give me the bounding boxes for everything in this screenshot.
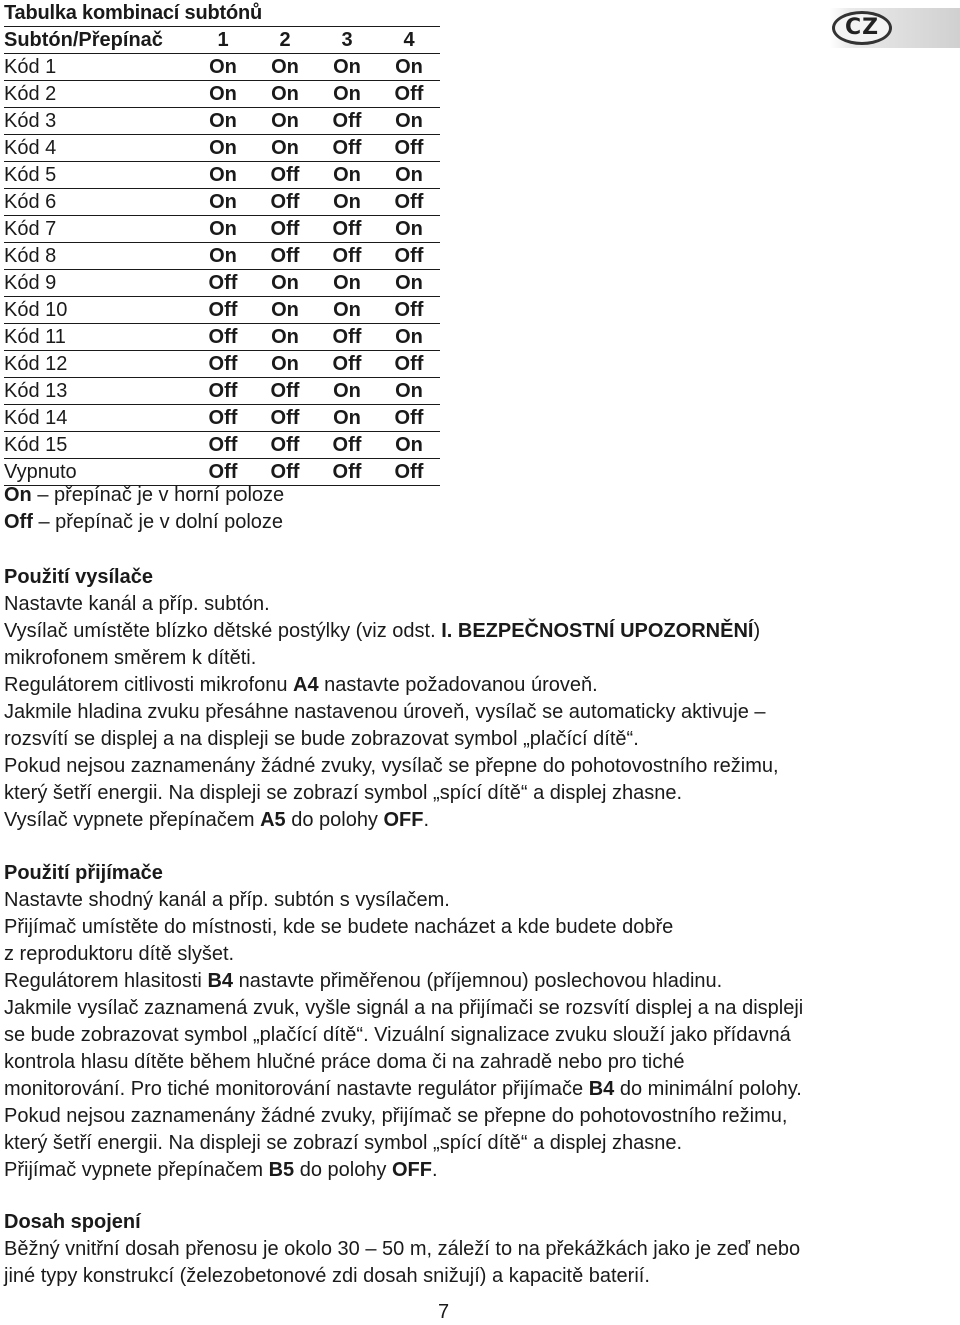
table-row	[4, 135, 440, 162]
paragraph-line: Jakmile hladina zvuku přesáhne nastavenou úroveň, vysílač se automaticky aktivuje –	[4, 701, 766, 723]
switch-state-cell: On	[192, 135, 254, 162]
switch-state-cell: On	[192, 54, 254, 81]
switch-state-cell: On	[192, 162, 254, 189]
switch-state-cell: On	[378, 378, 440, 405]
table-row	[4, 81, 440, 108]
switch-state-cell: Off	[316, 216, 378, 243]
switch-state-cell: Off	[192, 459, 254, 486]
receiver-section	[4, 860, 904, 1184]
switch-state-cell: On	[316, 378, 378, 405]
section-heading: Použití vysílače	[4, 566, 153, 588]
switch-state-cell: Off	[254, 378, 316, 405]
switch-state-cell: On	[254, 135, 316, 162]
switch-state-cell: On	[316, 54, 378, 81]
page-number: 7	[438, 1301, 450, 1323]
table-header-row	[4, 27, 440, 54]
switch-state-cell: Off	[316, 459, 378, 486]
switch-state-cell: Off	[316, 135, 378, 162]
switch-state-cell: Off	[316, 432, 378, 459]
paragraph-line: se bude zobrazovat symbol „plačící dítě“. Vizuální signalizace zvuku slouží jako přídavná	[4, 1024, 791, 1046]
switch-state-cell: Off	[378, 243, 440, 270]
table-row	[4, 432, 440, 459]
paragraph-line: Pokud nejsou zaznamenány žádné zvuky, vysílač se přepne do pohotovostního režimu,	[4, 755, 779, 777]
switch-state-cell: On	[378, 216, 440, 243]
switch-state-cell: On	[316, 162, 378, 189]
legend-off-key: Off	[4, 511, 33, 533]
switch-state-cell: On	[254, 324, 316, 351]
row-label: Kód 5	[4, 162, 192, 189]
switch-state-cell: Off	[254, 405, 316, 432]
switch-state-cell: Off	[378, 351, 440, 378]
switch-state-cell: On	[254, 351, 316, 378]
switch-state-cell: On	[192, 216, 254, 243]
row-label: Vypnuto	[4, 459, 192, 486]
table-row	[4, 297, 440, 324]
switch-state-cell: Off	[192, 297, 254, 324]
section-heading: Použití přijímače	[4, 862, 163, 884]
table-row	[4, 405, 440, 432]
switch-state-cell: On	[378, 270, 440, 297]
table-row	[4, 243, 440, 270]
paragraph-line: Nastavte shodný kanál a příp. subtón s vysílačem.	[4, 889, 450, 911]
table-row	[4, 270, 440, 297]
table-header-cell: 3	[316, 27, 378, 54]
paragraph-line: Nastavte kanál a příp. subtón.	[4, 593, 270, 615]
switch-state-cell: Off	[254, 243, 316, 270]
paragraph-line: Běžný vnitřní dosah přenosu je okolo 30 – 50 m, záleží to na překážkách jako je zeď nebo	[4, 1238, 801, 1260]
transmitter-section	[4, 564, 904, 834]
switch-state-cell: On	[316, 270, 378, 297]
paragraph-line: Vysílač umístěte blízko dětské postýlky (viz odst. I. BEZPEČNOSTNÍ UPOZORNĚNÍ)	[4, 620, 761, 642]
switch-state-cell: Off	[316, 324, 378, 351]
switch-state-cell: On	[378, 324, 440, 351]
subtone-table	[4, 26, 440, 486]
row-label: Kód 12	[4, 351, 192, 378]
paragraph-line: Vysílač vypnete přepínačem A5 do polohy OFF.	[4, 809, 430, 831]
paragraph-line: Pokud nejsou zaznamenány žádné zvuky, přijímač se přepne do pohotovostního režimu,	[4, 1105, 788, 1127]
switch-state-cell: Off	[378, 405, 440, 432]
paragraph-line: jiné typy konstrukcí (železobetonové zdi dosah snižují) a kapacitě baterií.	[4, 1265, 650, 1287]
legend-on-key: On	[4, 484, 32, 506]
switch-state-cell: On	[192, 243, 254, 270]
switch-state-cell: Off	[192, 351, 254, 378]
section-heading: Dosah spojení	[4, 1211, 141, 1233]
switch-state-cell: On	[316, 189, 378, 216]
table-row	[4, 351, 440, 378]
row-label: Kód 15	[4, 432, 192, 459]
table-title: Tabulka kombinací subtónů	[4, 2, 262, 24]
switch-state-cell: On	[378, 432, 440, 459]
switch-state-cell: On	[254, 270, 316, 297]
row-label: Kód 3	[4, 108, 192, 135]
paragraph-line: monitorování. Pro tiché monitorování nastavte regulátor přijímače B4 do minimální polohy.	[4, 1078, 802, 1100]
range-section	[4, 1209, 904, 1290]
switch-state-cell: Off	[316, 351, 378, 378]
table-header-cell: 1	[192, 27, 254, 54]
paragraph-line: rozsvítí se displej a na displeji se bude zobrazovat symbol „plačící dítě“.	[4, 728, 639, 750]
table-header-cell: Subtón/Přepínač	[4, 27, 192, 54]
row-label: Kód 8	[4, 243, 192, 270]
switch-state-cell: Off	[378, 135, 440, 162]
switch-state-cell: Off	[192, 405, 254, 432]
paragraph-line: Přijímač umístěte do místnosti, kde se budete nacházet a kde budete dobře	[4, 916, 674, 938]
switch-state-cell: On	[192, 108, 254, 135]
switch-state-cell: Off	[254, 162, 316, 189]
switch-state-cell: On	[254, 81, 316, 108]
switch-state-cell: Off	[192, 378, 254, 405]
row-label: Kód 9	[4, 270, 192, 297]
paragraph-line: Regulátorem citlivosti mikrofonu A4 nastavte požadovanou úroveň.	[4, 674, 598, 696]
table-header-cell: 2	[254, 27, 316, 54]
paragraph-line: který šetří energii. Na displeji se zobrazí symbol „spící dítě“ a displej zhasne.	[4, 782, 683, 804]
switch-state-cell: Off	[378, 459, 440, 486]
switch-state-cell: On	[254, 297, 316, 324]
switch-state-cell: On	[254, 108, 316, 135]
switch-state-cell: On	[254, 54, 316, 81]
paragraph-line: mikrofonem směrem k dítěti.	[4, 647, 257, 669]
table-row	[4, 162, 440, 189]
row-label: Kód 7	[4, 216, 192, 243]
row-label: Kód 13	[4, 378, 192, 405]
switch-state-cell: Off	[254, 432, 316, 459]
legend-on	[4, 482, 284, 509]
paragraph-line: Regulátorem hlasitosti B4 nastavte přiměřenou (příjemnou) poslechovou hladinu.	[4, 970, 723, 992]
switch-state-cell: Off	[192, 270, 254, 297]
switch-state-cell: On	[378, 54, 440, 81]
table-row	[4, 378, 440, 405]
switch-state-cell: Off	[192, 324, 254, 351]
table-row	[4, 216, 440, 243]
paragraph-line: Přijímač vypnete přepínačem B5 do polohy OFF.	[4, 1159, 438, 1181]
row-label: Kód 1	[4, 54, 192, 81]
language-badge	[830, 8, 960, 48]
switch-state-cell: Off	[378, 189, 440, 216]
row-label: Kód 14	[4, 405, 192, 432]
switch-state-cell: Off	[254, 459, 316, 486]
row-label: Kód 2	[4, 81, 192, 108]
row-label: Kód 10	[4, 297, 192, 324]
switch-state-cell: On	[192, 81, 254, 108]
legend-off-text: – přepínač je v dolní poloze	[32, 511, 284, 533]
switch-state-cell: Off	[254, 189, 316, 216]
row-label: Kód 6	[4, 189, 192, 216]
table-row	[4, 108, 440, 135]
table-row	[4, 54, 440, 81]
language-code: CZ	[832, 11, 892, 45]
paragraph-line: který šetří energii. Na displeji se zobrazí symbol „spící dítě“ a displej zhasne.	[4, 1132, 683, 1154]
switch-state-cell: On	[316, 81, 378, 108]
paragraph-line: z reproduktoru dítě slyšet.	[4, 943, 235, 965]
paragraph-line: kontrola hlasu dítěte během hlučné práce doma či na zahradě nebo pro tiché	[4, 1051, 685, 1073]
switch-state-cell: On	[192, 189, 254, 216]
switch-state-cell: Off	[192, 432, 254, 459]
switch-state-cell: On	[316, 297, 378, 324]
switch-state-cell: Off	[254, 216, 316, 243]
switch-state-cell: On	[316, 405, 378, 432]
row-label: Kód 4	[4, 135, 192, 162]
legend-off	[4, 509, 283, 536]
table-row	[4, 324, 440, 351]
switch-state-cell: On	[378, 108, 440, 135]
legend-on-text: – přepínač je v horní poloze	[31, 484, 285, 506]
switch-state-cell: Off	[316, 108, 378, 135]
row-label: Kód 11	[4, 324, 192, 351]
switch-state-cell: On	[378, 162, 440, 189]
paragraph-line: Jakmile vysílač zaznamená zvuk, vyšle signál a na přijímači se rozsvítí displej a na displeji	[4, 997, 804, 1019]
switch-state-cell: Off	[316, 243, 378, 270]
switch-state-cell: Off	[378, 81, 440, 108]
switch-state-cell: Off	[378, 297, 440, 324]
table-row	[4, 189, 440, 216]
table-header-cell: 4	[378, 27, 440, 54]
